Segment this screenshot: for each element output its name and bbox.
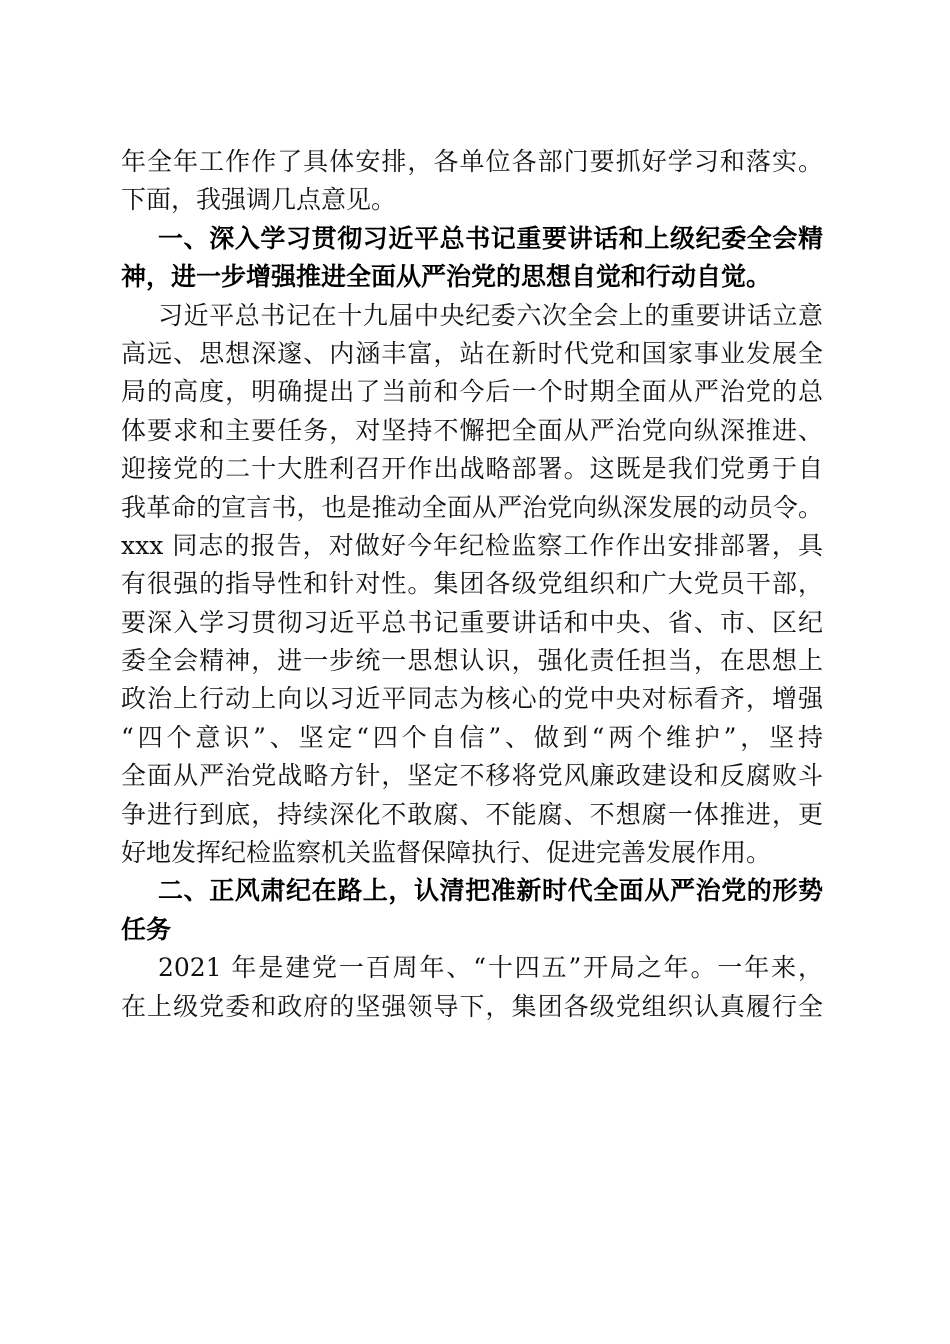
text-line: 高远、思想深邃、内涵丰富，站在新时代党和国家事业发展全	[121, 338, 823, 368]
text-line: xxx 同志的报告，对做好今年纪检监察工作作出安排部署，具	[121, 530, 823, 560]
text-line: 局的高度，明确提出了当前和今后一个时期全面从严治党的总	[121, 377, 823, 407]
text-line: 年全年工作作了具体安排，各单位各部门要抓好学习和落实。	[121, 147, 823, 176]
text-line: 体要求和主要任务，对坚持不懈把全面从严治党向纵深推进、	[121, 415, 823, 445]
text-line: 我革命的宣言书，也是推动全面从严治党向纵深发展的动员令。	[121, 492, 823, 522]
text-line: 政治上行动上向以习近平同志为核心的党中央对标看齐，增强	[121, 684, 823, 714]
paragraph-speech-summary	[121, 297, 823, 873]
section-heading-1	[121, 220, 823, 297]
heading-line: 任务	[121, 914, 172, 944]
text-line: 全面从严治党战略方针，坚定不移将党风廉政建设和反腐败斗	[121, 761, 823, 791]
text-line: 2021 年是建党一百周年、“十四五”开局之年。一年来，	[158, 953, 823, 983]
text-line: 有很强的指导性和针对性。集团各级党组织和广大党员干部，	[121, 569, 823, 599]
paragraph-continuation	[121, 143, 823, 220]
section-heading-2	[121, 872, 823, 949]
heading-line: 神，进一步增强推进全面从严治党的思想自觉和行动自觉。	[121, 262, 772, 292]
text-line: 迎接党的二十大胜利召开作出战略部署。这既是我们党勇于自	[121, 454, 823, 484]
document-body	[121, 143, 823, 1026]
paragraph-2021-review	[121, 949, 823, 1026]
heading-line: 二、正风肃纪在路上，认清把准新时代全面从严治党的形势	[158, 876, 823, 906]
text-line: 下面，我强调几点意见。	[121, 185, 397, 215]
text-line: 在上级党委和政府的坚强领导下，集团各级党组织认真履行全	[121, 991, 823, 1021]
text-line: “四个意识”、坚定“四个自信”、做到“两个维护”，坚持	[121, 722, 823, 752]
text-line: 要深入学习贯彻习近平总书记重要讲话和中央、省、市、区纪	[121, 607, 823, 637]
text-line: 习近平总书记在十九届中央纪委六次全会上的重要讲话立意	[158, 300, 823, 330]
text-line: 争进行到底，持续深化不敢腐、不能腐、不想腐一体推进，更	[121, 799, 823, 829]
text-line: 委全会精神，进一步统一思想认识，强化责任担当，在思想上	[121, 646, 823, 676]
heading-line: 一、深入学习贯彻习近平总书记重要讲话和上级纪委全会精	[158, 223, 823, 253]
text-line: 好地发挥纪检监察机关监督保障执行、促进完善发展作用。	[121, 838, 772, 868]
